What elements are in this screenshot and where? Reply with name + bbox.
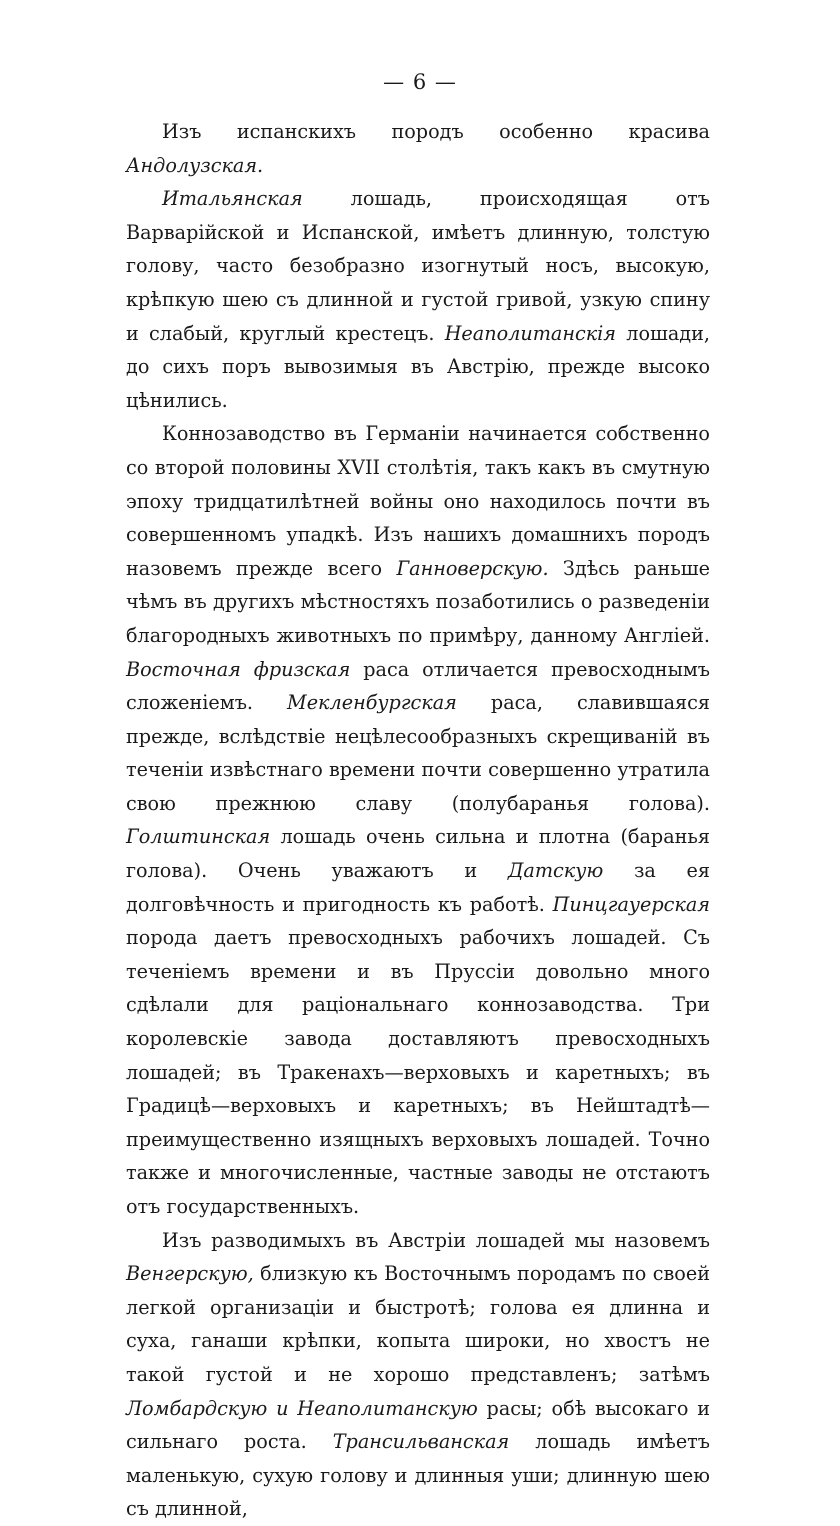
text-segment: Изъ испанскихъ породъ особенно красива: [162, 120, 710, 143]
text-segment: Здѣсь раньше чѣмъ въ другихъ мѣстностяхъ позаботились о разведеніи благородныхъ животныхъ по примѣру, данному Англіей.: [126, 556, 710, 647]
text-segment: лошадь очень сильна и плотна (баранья голова). Очень уважаютъ и: [126, 825, 710, 883]
paragraph: [126, 115, 710, 182]
text-segment: лошадь, происходящая отъ Варварійской и Испанской, имѣетъ длинную, толстую голову, часто безобразно изогнутый носъ, высокую, крѣпкую шею съ длинной и густой гривой, узкую спину и слабый, круглый крестецъ.: [126, 187, 710, 345]
text-segment: раса, славившаяся прежде, вслѣдствіе нецѣлесообразныхъ скрещиваній въ теченіи извѣстнаго времени почти совершенно утратила свою прежнюю славу (полубаранья голова).: [126, 691, 710, 815]
italic-breed-name: Неаполитанскія: [444, 321, 617, 345]
text-segment: Коннозаводство въ Германіи начинается собственно со второй половины XVII столѣтія, такъ какъ въ смутную эпоху тридцатилѣтней войны оно находилось почти въ совершенномъ упадкѣ. Изъ нашихъ домашнихъ породъ назовемъ прежде всего: [126, 422, 710, 580]
paragraph: [126, 1224, 710, 1526]
text-segment: раса отличается превосходнымъ сложеніемъ.: [126, 657, 711, 715]
body-text: [126, 115, 710, 1526]
paragraph: [126, 417, 710, 1223]
italic-breed-name: Пинцгауерская: [552, 892, 710, 916]
text-segment: лошади, до сихъ поръ вывозимыя въ Австрію, прежде высоко цѣнились.: [126, 321, 710, 412]
italic-breed-name: Итальянская: [162, 187, 303, 211]
text-segment: порода даетъ превосходныхъ рабочихъ лошадей. Съ теченіемъ времени и въ Пруссіи довольно много сдѣлали для раціональнаго коннозаводства. Три королевскіе завода доставляютъ превосходныхъ лошадей; въ Тракенахъ—верховыхъ и каретныхъ; въ Градицѣ—верховыхъ и каретныхъ; въ Нейштадтѣ—преимущественно изящныхъ верховыхъ лошадей. Точно также и многочисленные, частные заводы не отстаютъ отъ государственныхъ.: [126, 926, 710, 1218]
italic-breed-name: Андолузская.: [126, 153, 264, 177]
text-segment: близкую къ Восточнымъ породамъ по своей легкой организаціи и быстротѣ; голова ея длинна и суха, ганаши крѣпки, копыта широки, но хвостъ не такой густой и не хорошо представленъ; затѣмъ: [126, 1262, 710, 1386]
paragraph: [126, 182, 710, 417]
text-segment: расы; обѣ высокаго и сильнаго роста.: [126, 1396, 710, 1454]
italic-breed-name: Ганноверскую.: [396, 556, 549, 580]
italic-breed-name: Мекленбургская: [287, 691, 457, 715]
text-segment: лошадь имѣетъ маленькую, сухую голову и длинныя уши; длинную шею съ длинной,: [126, 1430, 710, 1521]
italic-breed-name: Трансильванская: [332, 1430, 510, 1454]
italic-breed-name: Датскую: [507, 859, 604, 883]
italic-breed-name: Ломбардскую и Неаполитанскую: [126, 1396, 478, 1420]
italic-breed-name: Венгерскую,: [126, 1262, 254, 1286]
italic-breed-name: Голштинская: [126, 825, 271, 849]
text-segment: Изъ разводимыхъ въ Австріи лошадей мы назовемъ: [162, 1228, 710, 1252]
italic-breed-name: Восточная фризская: [126, 657, 351, 681]
text-segment: за ея долговѣчность и пригодность къ работѣ.: [126, 859, 711, 916]
page-number: — 6 —: [383, 70, 457, 94]
